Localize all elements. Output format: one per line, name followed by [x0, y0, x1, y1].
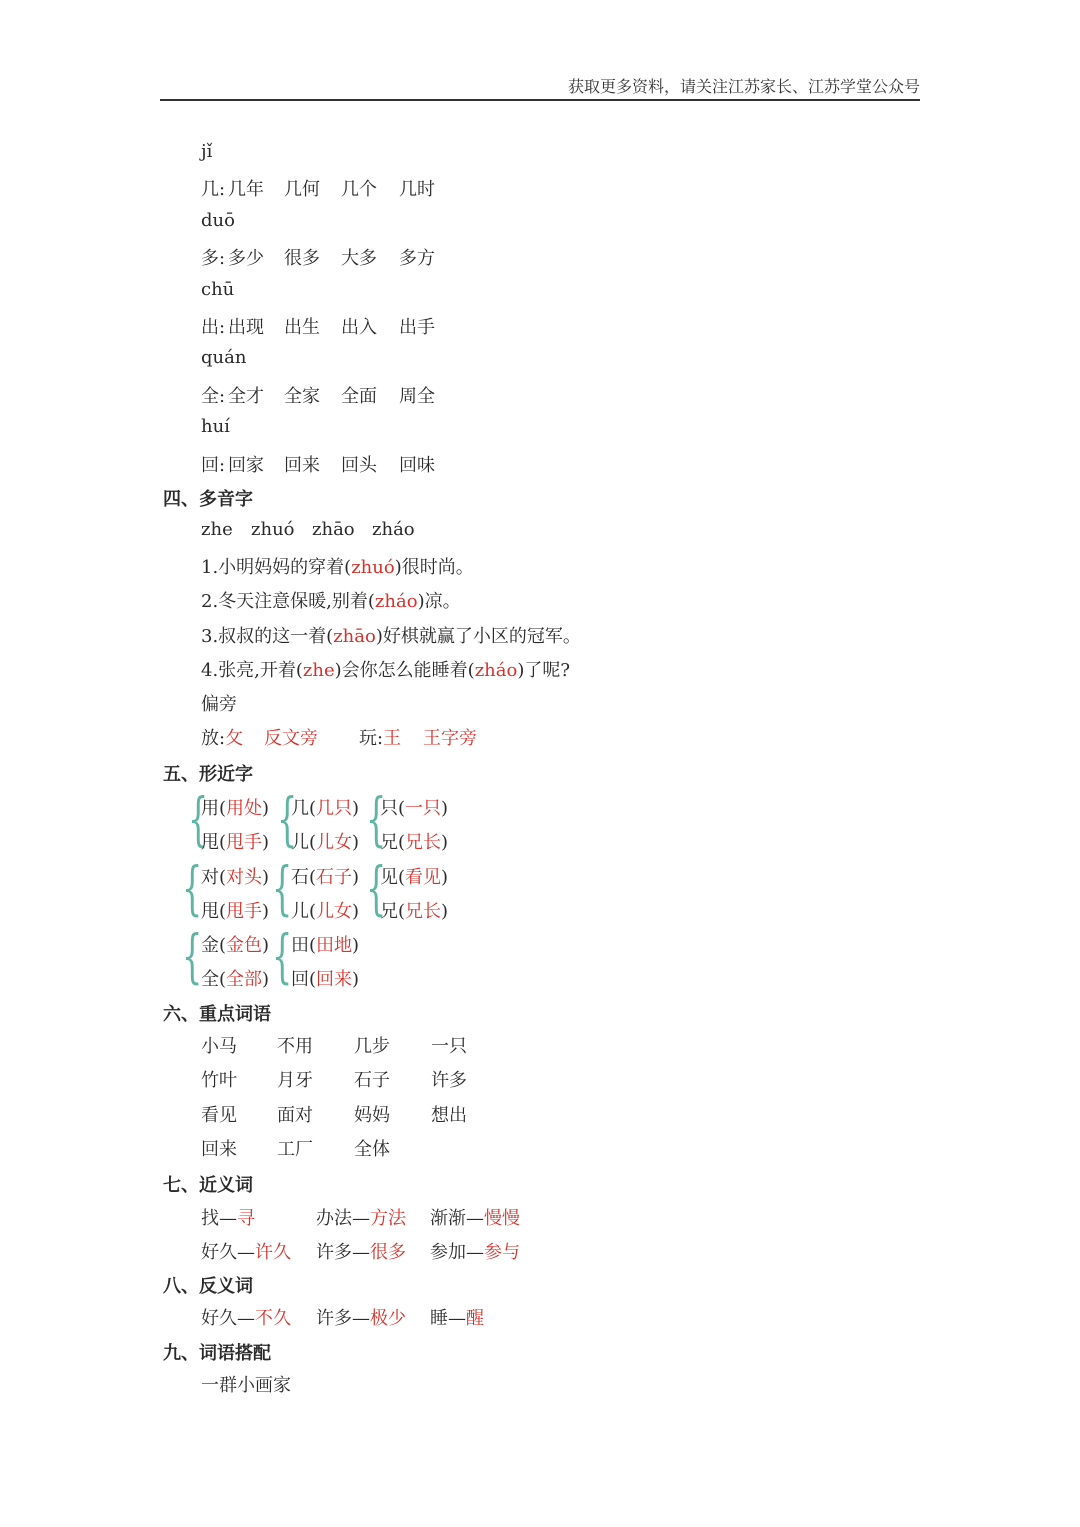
brace-icon: {	[188, 785, 209, 853]
head-char: 多:	[201, 248, 226, 270]
answer-pinyin: zháo	[474, 660, 518, 682]
head-char: 全:	[201, 385, 226, 407]
sentence-text: 2.冬天注意保暖,别着(	[201, 591, 375, 613]
brace-icon: {	[366, 854, 387, 922]
section-heading: 七、近义词	[163, 1175, 253, 1196]
section-heading: 八、反义词	[163, 1276, 253, 1297]
sentence-text: )很时尚。	[394, 557, 474, 578]
answer-word: 寻	[237, 1208, 255, 1229]
pinyin-option: zhe	[201, 519, 233, 540]
dash: —	[352, 1308, 370, 1329]
char: 甩(	[201, 832, 227, 853]
similar-char-pair	[291, 897, 359, 923]
radical: 攵	[225, 728, 244, 749]
similar-char-pair	[201, 965, 269, 991]
word-pair	[430, 1304, 484, 1330]
word: 回头	[341, 454, 377, 476]
brace-icon: {	[366, 785, 387, 853]
char: )	[262, 798, 270, 819]
sentence-text: 1.小明妈妈的穿着(	[201, 557, 352, 578]
word: 睡	[430, 1308, 448, 1329]
pinyin-label: jǐ	[201, 141, 213, 162]
example-word: 一只	[405, 798, 442, 819]
example-word: 石子	[316, 867, 353, 888]
answer-pinyin: zhāo	[333, 625, 376, 647]
word: 几个	[341, 179, 377, 201]
word: 好久	[201, 1242, 237, 1264]
char: )	[352, 935, 360, 956]
word: 找	[201, 1208, 219, 1229]
char: 金(	[201, 935, 227, 956]
word-pair	[430, 1238, 520, 1264]
char: )	[352, 867, 360, 888]
similar-char-pair	[291, 828, 359, 854]
key-word: 看见	[201, 1104, 237, 1126]
word: 参加	[430, 1242, 466, 1264]
word-pair	[316, 1204, 406, 1230]
sentence-text: )凉。	[417, 591, 461, 613]
word: 很多	[284, 248, 320, 270]
similar-char-pair	[291, 931, 359, 957]
char: )	[352, 901, 360, 922]
answer-pinyin: zháo	[374, 591, 418, 613]
pinyin-label: huí	[201, 416, 230, 438]
word: 许多	[316, 1242, 352, 1264]
key-word: 工厂	[277, 1139, 313, 1161]
word: 出入	[341, 317, 377, 338]
word: 大多	[341, 248, 377, 270]
similar-char-pair	[201, 897, 269, 923]
pinyin-label: chū	[201, 278, 235, 300]
char: 全(	[201, 969, 227, 990]
key-word: 石子	[354, 1070, 390, 1092]
char: 对(	[201, 867, 227, 888]
char: 甩(	[201, 901, 227, 922]
word-row	[201, 175, 435, 201]
similar-char-pair	[291, 965, 359, 991]
word-pair	[430, 1204, 520, 1230]
sentence-text: 3.叔叔的这一着(	[201, 625, 334, 647]
pinyin-option: zhāo	[312, 519, 355, 540]
pinyin-label: duō	[201, 209, 235, 231]
key-word: 全体	[354, 1139, 390, 1161]
section-heading: 九、词语搭配	[163, 1343, 271, 1364]
example-word: 儿女	[316, 901, 353, 922]
example-word: 看见	[405, 867, 442, 888]
key-word: 回来	[201, 1139, 237, 1161]
similar-char-pair	[380, 828, 448, 854]
example-word: 用处	[226, 798, 263, 819]
word-row	[201, 382, 435, 408]
word: 几何	[284, 179, 320, 201]
section-heading: 六、重点词语	[163, 1004, 271, 1025]
char: 兄(	[380, 901, 406, 922]
word: 多少	[228, 248, 264, 270]
key-word: 妈妈	[354, 1104, 390, 1126]
head-char: 出:	[201, 317, 226, 338]
answer-pinyin: zhe	[302, 660, 335, 682]
dash: —	[237, 1308, 255, 1329]
word-pair	[201, 1304, 291, 1330]
example-word: 兄长	[405, 901, 442, 922]
brace-icon: {	[182, 922, 203, 990]
answer-word: 很多	[370, 1242, 406, 1264]
radical-item	[201, 724, 243, 750]
word: 全才	[228, 385, 264, 407]
char: 儿(	[291, 901, 317, 922]
char: )	[262, 832, 270, 853]
word: 周全	[399, 385, 435, 407]
answer-pinyin: zhuó	[351, 557, 395, 578]
answer-word: 不久	[255, 1308, 291, 1329]
char: 石(	[291, 867, 317, 888]
key-word: 几步	[354, 1036, 390, 1057]
dash: —	[237, 1242, 255, 1264]
word-pair	[316, 1238, 406, 1264]
answer-word: 醒	[466, 1308, 484, 1329]
char: 用(	[201, 798, 227, 819]
sentence-text: )会你怎么能睡着(	[334, 660, 475, 682]
pinyin-option: zháo	[372, 519, 415, 540]
radical-title: 偏旁	[201, 694, 237, 715]
word-row	[201, 244, 435, 270]
char: )	[352, 969, 360, 990]
word: 几时	[399, 179, 435, 201]
example-word: 甩手	[226, 901, 263, 922]
word: 好久	[201, 1308, 237, 1329]
brace-icon: {	[277, 785, 298, 853]
word: 回味	[399, 454, 435, 476]
char: 几(	[291, 798, 317, 819]
key-word: 想出	[431, 1104, 467, 1126]
word-row	[201, 451, 435, 477]
brace-icon: {	[272, 922, 293, 990]
example-word: 对头	[226, 867, 263, 888]
answer-word: 极少	[370, 1308, 406, 1329]
answer-word: 参与	[484, 1242, 520, 1264]
head-char: 几:	[201, 179, 226, 201]
sentence	[201, 622, 581, 648]
example-word: 几只	[316, 798, 353, 819]
answer-word: 慢慢	[484, 1208, 520, 1229]
brace-icon: {	[272, 854, 293, 922]
word: 办法	[316, 1208, 352, 1229]
char: )	[441, 901, 449, 922]
similar-char-pair	[201, 794, 269, 820]
key-word: 一只	[431, 1036, 467, 1057]
example-word: 儿女	[316, 832, 353, 853]
answer-word: 方法	[370, 1208, 406, 1229]
word: 回家	[228, 454, 264, 476]
char: )	[441, 798, 449, 819]
similar-char-pair	[380, 897, 448, 923]
word: 许多	[316, 1308, 352, 1329]
example-word: 甩手	[226, 832, 263, 853]
pinyin-label: quán	[201, 347, 247, 369]
key-word: 竹叶	[201, 1070, 237, 1092]
dash: —	[219, 1208, 237, 1229]
word-pair	[316, 1304, 406, 1330]
word-pair	[201, 1238, 291, 1264]
sentence	[201, 656, 570, 682]
similar-char-pair	[201, 931, 269, 957]
head-char: 回:	[201, 454, 226, 476]
word: 出生	[284, 317, 320, 338]
char: 田(	[291, 935, 317, 956]
char: )	[262, 935, 270, 956]
word: 回来	[284, 454, 320, 476]
example-word: 兄长	[405, 832, 442, 853]
similar-char-pair	[380, 863, 448, 889]
dash: —	[352, 1242, 370, 1264]
similar-char-pair	[201, 863, 269, 889]
char: 见(	[380, 867, 406, 888]
key-word: 面对	[277, 1104, 313, 1126]
char: )	[352, 832, 360, 853]
char: )	[262, 969, 270, 990]
word: 渐渐	[430, 1208, 466, 1229]
dash: —	[352, 1208, 370, 1229]
word: 多方	[399, 248, 435, 270]
header-rule	[160, 99, 920, 101]
brace-icon: {	[182, 854, 203, 922]
sentence-text: )了呢?	[517, 660, 571, 682]
key-word: 小马	[201, 1036, 237, 1057]
char: )	[441, 867, 449, 888]
page-header: 获取更多资料，请关注江苏家长、江苏学堂公众号	[567, 77, 920, 96]
char: )	[262, 867, 270, 888]
word-row	[201, 313, 435, 339]
key-word: 许多	[431, 1070, 467, 1092]
answer-word: 许久	[255, 1242, 291, 1264]
radical-name: 反文旁	[264, 728, 318, 749]
radical-name: 王字旁	[423, 728, 477, 749]
char: 只(	[380, 798, 406, 819]
sentence-text: )好棋就赢了小区的冠军。	[375, 625, 581, 647]
dash: —	[466, 1208, 484, 1229]
word: 全家	[284, 385, 320, 407]
dash: —	[466, 1242, 484, 1264]
example-word: 田地	[316, 935, 353, 956]
word: 全面	[341, 385, 377, 407]
key-word: 不用	[277, 1036, 313, 1057]
radical-item	[359, 724, 401, 750]
word: 出手	[399, 317, 435, 338]
similar-char-pair	[291, 863, 359, 889]
sentence	[201, 553, 474, 579]
radical: 王	[383, 728, 402, 749]
char: 兄(	[380, 832, 406, 853]
pinyin-option: zhuó	[251, 519, 295, 540]
example-word: 金色	[226, 935, 263, 956]
radical-char: 玩:	[359, 728, 384, 749]
dash: —	[448, 1308, 466, 1329]
word-pair	[201, 1204, 255, 1230]
char: )	[352, 798, 360, 819]
section-heading: 五、形近字	[163, 764, 253, 785]
radical-char: 放:	[201, 728, 226, 749]
char: 回(	[291, 969, 317, 990]
similar-char-pair	[291, 794, 359, 820]
similar-char-pair	[380, 794, 448, 820]
char: 儿(	[291, 832, 317, 853]
example-word: 全部	[226, 969, 263, 990]
char: )	[441, 832, 449, 853]
sentence	[201, 587, 461, 613]
char: )	[262, 901, 270, 922]
collocation: 一群小画家	[201, 1375, 291, 1396]
similar-char-pair	[201, 828, 269, 854]
key-word: 月牙	[277, 1070, 313, 1092]
word: 出现	[228, 317, 264, 338]
word: 几年	[228, 179, 264, 201]
sentence-text: 4.张亮,开着(	[201, 660, 303, 682]
example-word: 回来	[316, 969, 353, 990]
section-heading: 四、多音字	[163, 489, 253, 510]
